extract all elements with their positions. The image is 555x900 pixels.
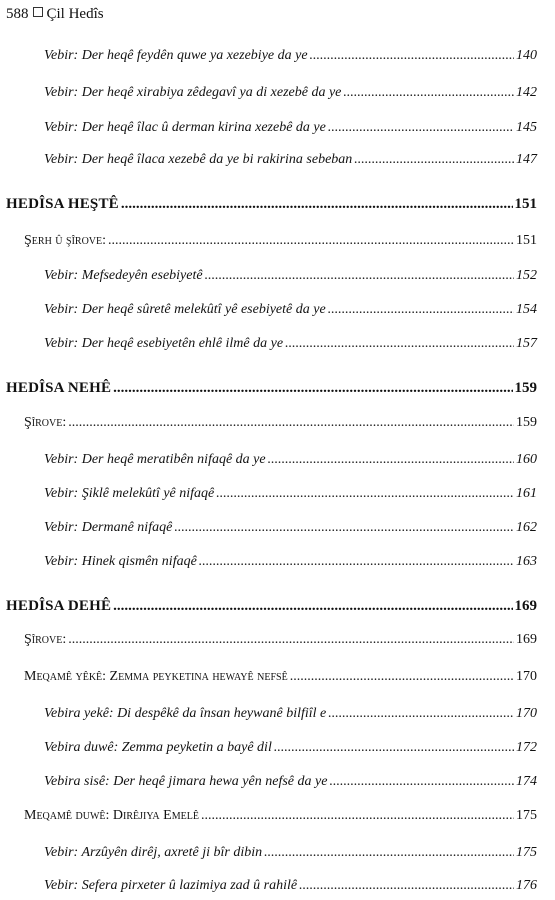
toc-entry-page: 154 [516, 302, 537, 317]
toc-entry-page: 174 [516, 774, 537, 789]
toc-entry-page: 142 [516, 85, 537, 100]
dot-leader [216, 486, 514, 502]
toc-entry-title: Vebir: Der heqê îlaca xezebê da ye bi rakirina sebeban [44, 152, 353, 167]
header-page-number: 588 [6, 6, 29, 22]
toc-entry-page: 151 [514, 196, 537, 212]
toc-entry-page: 159 [514, 380, 537, 396]
toc-entry-page: 160 [516, 452, 537, 467]
square-separator-icon [33, 7, 43, 17]
toc-entry-page: 140 [516, 48, 537, 63]
dot-leader [201, 808, 514, 824]
toc-entry-title: Vebir: Der heqê feydên quwe ya xezebiye da ye [44, 48, 308, 63]
toc-entry[interactable] [44, 336, 537, 352]
toc-entry[interactable] [24, 415, 537, 431]
toc-entry-page: 159 [516, 415, 537, 430]
dot-leader [343, 85, 514, 101]
toc-entry-page: 162 [516, 520, 537, 535]
toc-entry[interactable] [24, 669, 537, 685]
toc-entry-title: HEDÎSA DEHÊ [6, 598, 112, 614]
toc-entry-title: Vebir: Dermanê nifaqê [44, 520, 173, 535]
dot-leader [299, 878, 514, 894]
toc-entry[interactable] [44, 706, 537, 722]
toc-entry[interactable] [44, 520, 537, 536]
toc-entry[interactable] [6, 380, 537, 397]
toc-entry-page: 147 [516, 152, 537, 167]
toc-entry[interactable] [44, 152, 537, 168]
toc-entry-title: Meqamê duwê: Dirêjiya Emelê [24, 808, 199, 823]
toc-entry-title: Vebira sisê: Der heqê jimara hewa yên nefsê da ye [44, 774, 328, 789]
toc-entry[interactable] [44, 845, 537, 861]
dot-leader [290, 669, 514, 685]
toc-entry-page: 175 [516, 808, 537, 823]
dot-leader [328, 302, 514, 318]
dot-leader [285, 336, 514, 352]
toc-entry-title: Vebir: Arzûyên dirêj, axretê ji bîr dibin [44, 845, 263, 860]
toc-entry-title: Şîrove: [24, 632, 67, 647]
toc-entry-page: 170 [516, 669, 537, 684]
toc-entry[interactable] [44, 452, 537, 468]
toc-entry[interactable] [24, 632, 537, 648]
toc-entry[interactable] [44, 85, 537, 101]
dot-leader [121, 196, 513, 213]
header-book-title: Çil Hedîs [46, 6, 104, 22]
toc-entry-page: 175 [516, 845, 537, 860]
toc-entry-title: Vebira duwê: Zemma peyketin a bayê dil [44, 740, 272, 755]
toc-entry-title: Vebir: Şiklê melekûtî yê nifaqê [44, 486, 215, 501]
dot-leader [68, 415, 514, 431]
toc-entry-title: Vebir: Der heqê esebiyetên ehlê ilmê da ye [44, 336, 284, 351]
toc-entry-title: HEDÎSA HEŞTÊ [6, 196, 119, 212]
toc-entry-title: Şerh û şîrove: [24, 233, 107, 248]
dot-leader [199, 554, 514, 570]
toc-entry-page: 172 [516, 740, 537, 755]
toc-entry[interactable] [44, 268, 537, 284]
toc-entry-page: 176 [516, 878, 537, 893]
dot-leader [328, 120, 514, 136]
dot-leader [264, 845, 514, 861]
toc-entry-title: Meqamê yêkê: Zemma peyketina hewayê nefsê [24, 669, 288, 684]
toc-entry-title: Vebir: Mefsedeyên esebiyetê [44, 268, 203, 283]
toc-entry-page: 151 [516, 233, 537, 248]
toc-entry-title: Vebira yekê: Di despêkê da însan heywanê bilfiîl e [44, 706, 327, 721]
dot-leader [328, 706, 514, 722]
toc-entry-title: HEDÎSA NEHÊ [6, 380, 112, 396]
toc-entry-page: 169 [514, 598, 537, 614]
dot-leader [113, 598, 512, 615]
dot-leader [205, 268, 514, 284]
toc-entry-title: Vebir: Der heqê îlac û derman kirina xezebê da ye [44, 120, 326, 135]
toc-entry[interactable] [24, 808, 537, 824]
toc-entry-title: Vebir: Der heqê meratibên nifaqê da ye [44, 452, 266, 467]
toc-entry-page: 145 [516, 120, 537, 135]
toc-entry[interactable] [44, 486, 537, 502]
toc-entry-title: Vebir: Hinek qismên nifaqê [44, 554, 197, 569]
toc-entry[interactable] [44, 302, 537, 318]
dot-leader [354, 152, 514, 168]
toc-entry[interactable] [6, 196, 537, 213]
toc-entry[interactable] [44, 48, 537, 64]
toc-entry[interactable] [44, 774, 537, 790]
toc-entry-page: 152 [516, 268, 537, 283]
dot-leader [329, 774, 514, 790]
toc-entry[interactable] [44, 740, 537, 756]
toc-entry-title: Vebir: Der heqê sûretê melekûtî yê esebiyetê da ye [44, 302, 326, 317]
dot-leader [108, 233, 514, 249]
toc-entry-page: 170 [516, 706, 537, 721]
toc-entry-page: 169 [516, 632, 537, 647]
toc-entry[interactable] [44, 554, 537, 570]
toc-entry[interactable] [44, 120, 537, 136]
dot-leader [268, 452, 514, 468]
toc-entry[interactable] [24, 233, 537, 249]
toc-entry[interactable] [44, 878, 537, 894]
toc-entry-page: 157 [516, 336, 537, 351]
toc-entry-title: Şîrove: [24, 415, 67, 430]
toc-entry-page: 163 [516, 554, 537, 569]
dot-leader [174, 520, 514, 536]
dot-leader [274, 740, 514, 756]
dot-leader [310, 48, 514, 64]
dot-leader [68, 632, 514, 648]
toc-entry-page: 161 [516, 486, 537, 501]
dot-leader [113, 380, 512, 397]
toc-entry[interactable] [6, 598, 537, 615]
toc-entry-title: Vebir: Der heqê xirabiya zêdegavî ya di xezebê da ye [44, 85, 342, 100]
running-header [6, 6, 104, 23]
toc-entry-title: Vebir: Sefera pirxeter û lazimiya zad û rahilê [44, 878, 298, 893]
